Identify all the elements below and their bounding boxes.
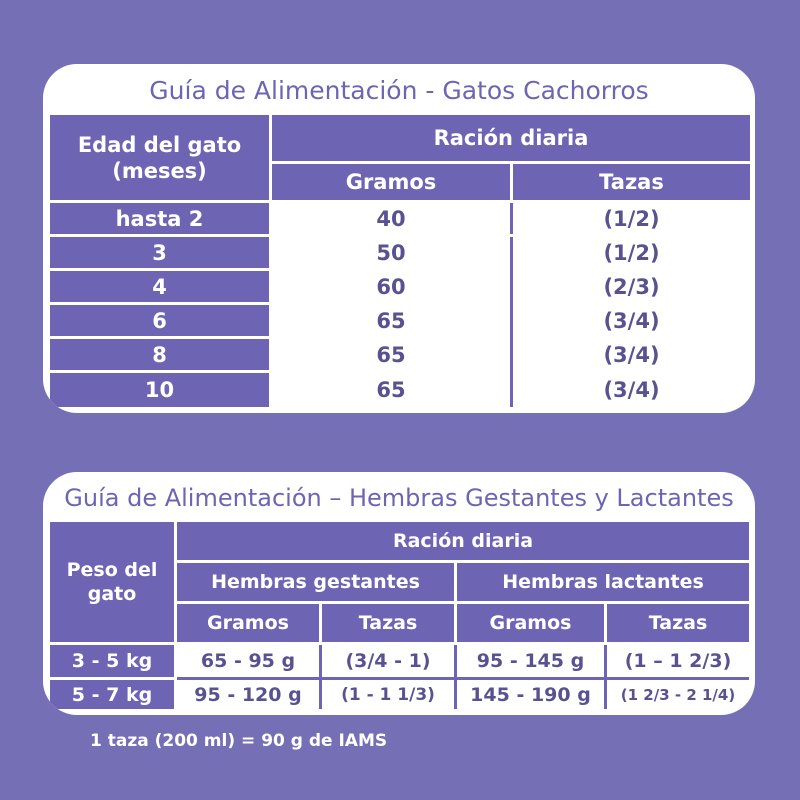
age-cell: 8 xyxy=(50,339,269,370)
preg-grams-cell: 95 - 120 g xyxy=(177,680,319,709)
lact-cups-cell: (1 – 1 2/3) xyxy=(607,645,749,677)
header-grams: Gramos xyxy=(272,164,510,200)
grams-cell: 40 xyxy=(272,203,510,234)
cups-cell: (1/2) xyxy=(513,237,750,268)
cup-conversion-note: 1 taza (200 ml) = 90 g de IAMS xyxy=(90,731,388,751)
age-cell: 4 xyxy=(50,271,269,302)
age-cell: 6 xyxy=(50,305,269,336)
preg-cups-cell: (1 - 1 1/3) xyxy=(322,680,454,709)
grams-cell: 65 xyxy=(272,305,510,336)
row-divider xyxy=(177,677,749,680)
header-cups: Tazas xyxy=(513,164,750,200)
header-weight: Peso del gato xyxy=(50,522,174,642)
cups-cell: (3/4) xyxy=(513,339,750,370)
header-ration: Ración diaria xyxy=(177,522,749,560)
header-preg-cups: Tazas xyxy=(322,604,454,642)
weight-cell: 3 - 5 kg xyxy=(50,645,174,677)
lact-cups-cell: (1 2/3 - 2 1/4) xyxy=(607,680,749,709)
age-cell: 3 xyxy=(50,237,269,268)
pregnant-lactating-guide-title: Guía de Alimentación – Hembras Gestantes y Lactantes xyxy=(64,484,734,512)
header-preg-grams: Gramos xyxy=(177,604,319,642)
grams-cell: 65 xyxy=(272,339,510,370)
cups-cell: (1/2) xyxy=(513,203,750,234)
age-cell: 10 xyxy=(50,373,269,407)
cups-cell: (2/3) xyxy=(513,271,750,302)
header-lactating: Hembras lactantes xyxy=(457,563,749,601)
grams-cell: 50 xyxy=(272,237,510,268)
cups-cell: (3/4) xyxy=(513,305,750,336)
header-age: Edad del gato (meses) xyxy=(50,115,269,200)
header-ration: Ración diaria xyxy=(272,115,750,161)
header-lact-grams: Gramos xyxy=(457,604,604,642)
grams-cell: 65 xyxy=(272,373,510,407)
weight-cell: 5 - 7 kg xyxy=(50,680,174,709)
lact-grams-cell: 145 - 190 g xyxy=(457,680,604,709)
pregnant-lactating-guide-card xyxy=(43,472,755,715)
preg-grams-cell: 65 - 95 g xyxy=(177,645,319,677)
preg-cups-cell: (3/4 - 1) xyxy=(322,645,454,677)
header-lact-cups: Tazas xyxy=(607,604,749,642)
row-divider xyxy=(272,234,750,237)
age-cell: hasta 2 xyxy=(50,203,269,234)
lact-grams-cell: 95 - 145 g xyxy=(457,645,604,677)
kitten-feeding-guide-card xyxy=(43,64,755,413)
grams-cell: 60 xyxy=(272,271,510,302)
cups-cell: (3/4) xyxy=(513,373,750,407)
header-pregnant: Hembras gestantes xyxy=(177,563,454,601)
kitten-guide-title: Guía de Alimentación - Gatos Cachorros xyxy=(149,76,649,105)
